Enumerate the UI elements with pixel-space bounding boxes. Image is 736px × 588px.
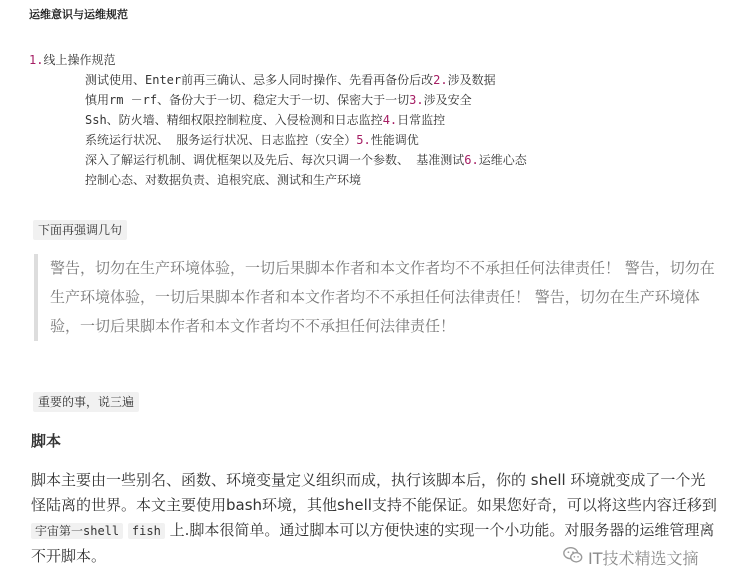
list-item (29, 110, 527, 130)
list-item (29, 50, 527, 70)
list-text: 慎用rm －rf、备份大于一切、稳定大于一切、保密大于一切 (85, 93, 410, 107)
list-item (29, 130, 527, 150)
watermark (562, 544, 699, 570)
inline-code-chip: 重要的事，说三遍 (33, 392, 139, 412)
list-number: 2. (433, 73, 448, 87)
list-tail: 涉及安全 (423, 93, 472, 107)
body-text-part: 上.脚本很简单。通过脚本可以方便快速的实现一个小功能。对服务器的运维管理离不开脚本。 (31, 521, 715, 565)
list-item (29, 70, 527, 90)
list-tail: 涉及数据 (447, 73, 496, 87)
list-tail: 运维心态 (478, 153, 527, 167)
list-number: 1. (29, 53, 44, 67)
list-item (29, 170, 527, 190)
list-text: 测试使用、Enter前再三确认、忌多人同时操作、先看再备份后改 (85, 73, 434, 87)
section-heading: 脚本 (31, 432, 62, 450)
body-text-part: 脚本主要由一些别名、函数、环境变量定义组织而成，执行该脚本后，你的 shell 环境就变成了一个光怪陆离的世界。本文主要使用bash环境，其他shell支持不能保证。如果您好奇，可以将这些内容迁移到 (31, 471, 717, 514)
watermark-text: IT技术精选文摘 (588, 548, 699, 568)
list-text: 深入了解运行机制、调优框架以及先后、每次只调一个参数、 基准测试 (85, 153, 465, 167)
warning-text: 警告，切勿在生产环境体验，一切后果脚本作者和本文作者均不不承担任何法律责任！ 警告，切勿在生产环境体验，一切后果脚本作者和本文作者均不不承担任何法律责任！ 警告，切勿在生产环境体验，一切后果脚本作者和本文作者均不不承担任何法律责任！ (50, 259, 715, 335)
ops-spec-list (29, 50, 527, 190)
list-text: 线上操作规范 (43, 53, 116, 67)
list-number: 4. (382, 113, 398, 127)
list-text: Ssh、防火墙、精细权限控制粒度、入侵检测和日志监控 (85, 113, 383, 127)
list-number: 5. (356, 133, 371, 147)
list-text: 控制心态、对数据负责、追根究底、测试和生产环境 (85, 173, 362, 187)
page-title: 运维意识与运维规范 (29, 8, 128, 21)
list-number: 6. (464, 153, 479, 167)
inline-code-chip: 下面再强调几句 (33, 220, 127, 240)
warning-blockquote (34, 254, 718, 341)
list-tail: 日常监控 (397, 113, 446, 127)
list-tail: 性能调优 (370, 133, 419, 147)
wechat-icon (562, 544, 584, 570)
list-item (29, 90, 527, 110)
inline-code: fish (128, 523, 165, 539)
list-item (29, 150, 527, 170)
list-text: 系统运行状况、 服务运行状况、日志监控（安全） (85, 133, 357, 147)
inline-code: 宇宙第一shell (31, 523, 123, 539)
list-number: 3. (409, 93, 424, 107)
